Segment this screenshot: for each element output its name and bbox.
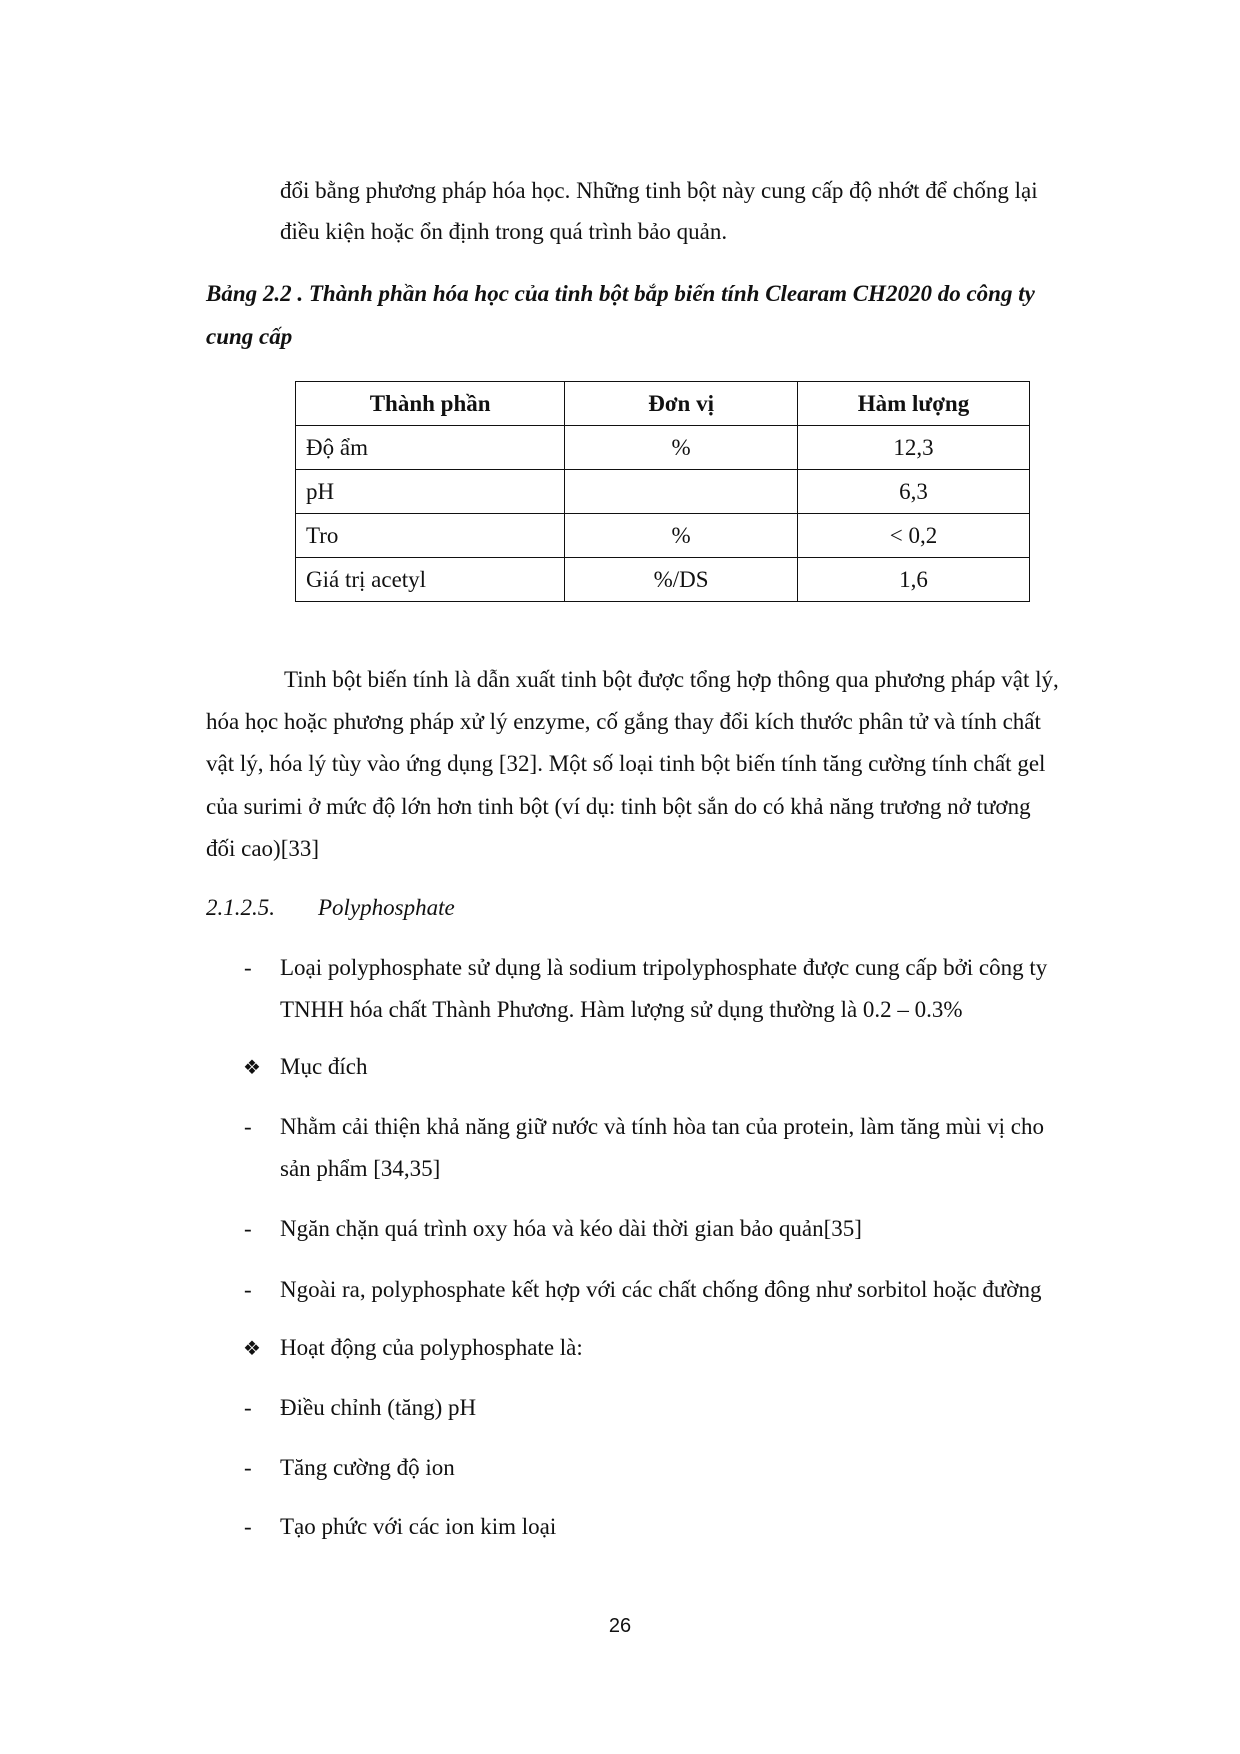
paragraph-line-4: của surimi ở mức độ lớn hơn tinh bột (ví dụ: tinh bột sắn do có khả năng trương nở tương — [206, 794, 1031, 819]
paragraph-line-2: hóa học hoặc phương pháp xử lý enzyme, cố gắng thay đổi kích thước phân tử và tính chất — [206, 709, 1041, 734]
composition-table — [295, 381, 1030, 602]
table-cell: < 0,2 — [797, 514, 1029, 558]
bullet-6: Tăng cường độ ion — [280, 1455, 455, 1480]
table-row — [296, 558, 1030, 602]
table-cell: % — [565, 426, 798, 470]
table-cell: 12,3 — [797, 426, 1029, 470]
section-title: Polyphosphate — [318, 895, 455, 920]
table-header-cell: Hàm lượng — [797, 382, 1029, 426]
purpose-heading: Mục đích — [280, 1054, 368, 1079]
bullet-1-line-1: Loại polyphosphate sử dụng là sodium tripolyphosphate được cung cấp bởi công ty — [280, 955, 1048, 980]
table-cell: pH — [296, 470, 565, 514]
table-cell: Độ ẩm — [296, 426, 565, 470]
table-header-cell: Thành phần — [296, 382, 565, 426]
table-cell: 6,3 — [797, 470, 1029, 514]
dash-bullet: - — [244, 1277, 252, 1302]
table-header-cell: Đơn vị — [565, 382, 798, 426]
table-cell: 1,6 — [797, 558, 1029, 602]
table-cell: Tro — [296, 514, 565, 558]
bullet-3: Ngăn chặn quá trình oxy hóa và kéo dài thời gian bảo quản[35] — [280, 1216, 862, 1241]
table-row — [296, 426, 1030, 470]
table-row — [296, 470, 1030, 514]
paragraph-line-3: vật lý, hóa lý tùy vào ứng dụng [32]. Một số loại tinh bột biến tính tăng cường tính chất gel — [206, 751, 1046, 776]
table-caption-line-2: cung cấp — [206, 324, 293, 349]
paragraph-line-1: Tinh bột biến tính là dẫn xuất tinh bột được tổng hợp thông qua phương pháp vật lý, — [284, 667, 1059, 692]
dash-bullet: - — [244, 1455, 252, 1480]
dash-bullet: - — [244, 955, 252, 980]
dash-bullet: - — [244, 1216, 252, 1241]
section-number: 2.1.2.5. — [206, 895, 275, 920]
paragraph-line-5: đối cao)[33] — [206, 836, 320, 861]
table-cell — [565, 470, 798, 514]
page-number: 26 — [608, 1615, 632, 1637]
bullet-2-line-2: sản phẩm [34,35] — [280, 1156, 441, 1181]
intro-line-2: điều kiện hoặc ổn định trong quá trình bảo quản. — [280, 219, 728, 244]
bullet-5: Điều chỉnh (tăng) pH — [280, 1395, 477, 1420]
table-cell: % — [565, 514, 798, 558]
dash-bullet: - — [244, 1514, 252, 1539]
bullet-2-line-1: Nhằm cải thiện khả năng giữ nước và tính hòa tan của protein, làm tăng mùi vị cho — [280, 1114, 1044, 1139]
table-cell: Giá trị acetyl — [296, 558, 565, 602]
bullet-7: Tạo phức với các ion kim loại — [280, 1514, 557, 1539]
bullet-4: Ngoài ra, polyphosphate kết hợp với các chất chống đông như sorbitol hoặc đường — [280, 1277, 1042, 1302]
dash-bullet: - — [244, 1395, 252, 1420]
table-caption-line-1: Bảng 2.2 . Thành phần hóa học của tinh bột bắp biến tính Clearam CH2020 do công ty — [206, 281, 1035, 306]
dash-bullet: - — [244, 1114, 252, 1139]
diamond-bullet-icon: ❖ — [243, 1055, 261, 1079]
bullet-1-line-2: TNHH hóa chất Thành Phương. Hàm lượng sử dụng thường là 0.2 – 0.3% — [280, 997, 963, 1022]
table-cell: %/DS — [565, 558, 798, 602]
table-row — [296, 514, 1030, 558]
activity-heading: Hoạt động của polyphosphate là: — [280, 1335, 583, 1360]
intro-line-1: đổi bằng phương pháp hóa học. Những tinh bột này cung cấp độ nhớt để chống lại — [280, 178, 1038, 203]
diamond-bullet-icon: ❖ — [243, 1336, 261, 1360]
table-header-row — [296, 382, 1030, 426]
